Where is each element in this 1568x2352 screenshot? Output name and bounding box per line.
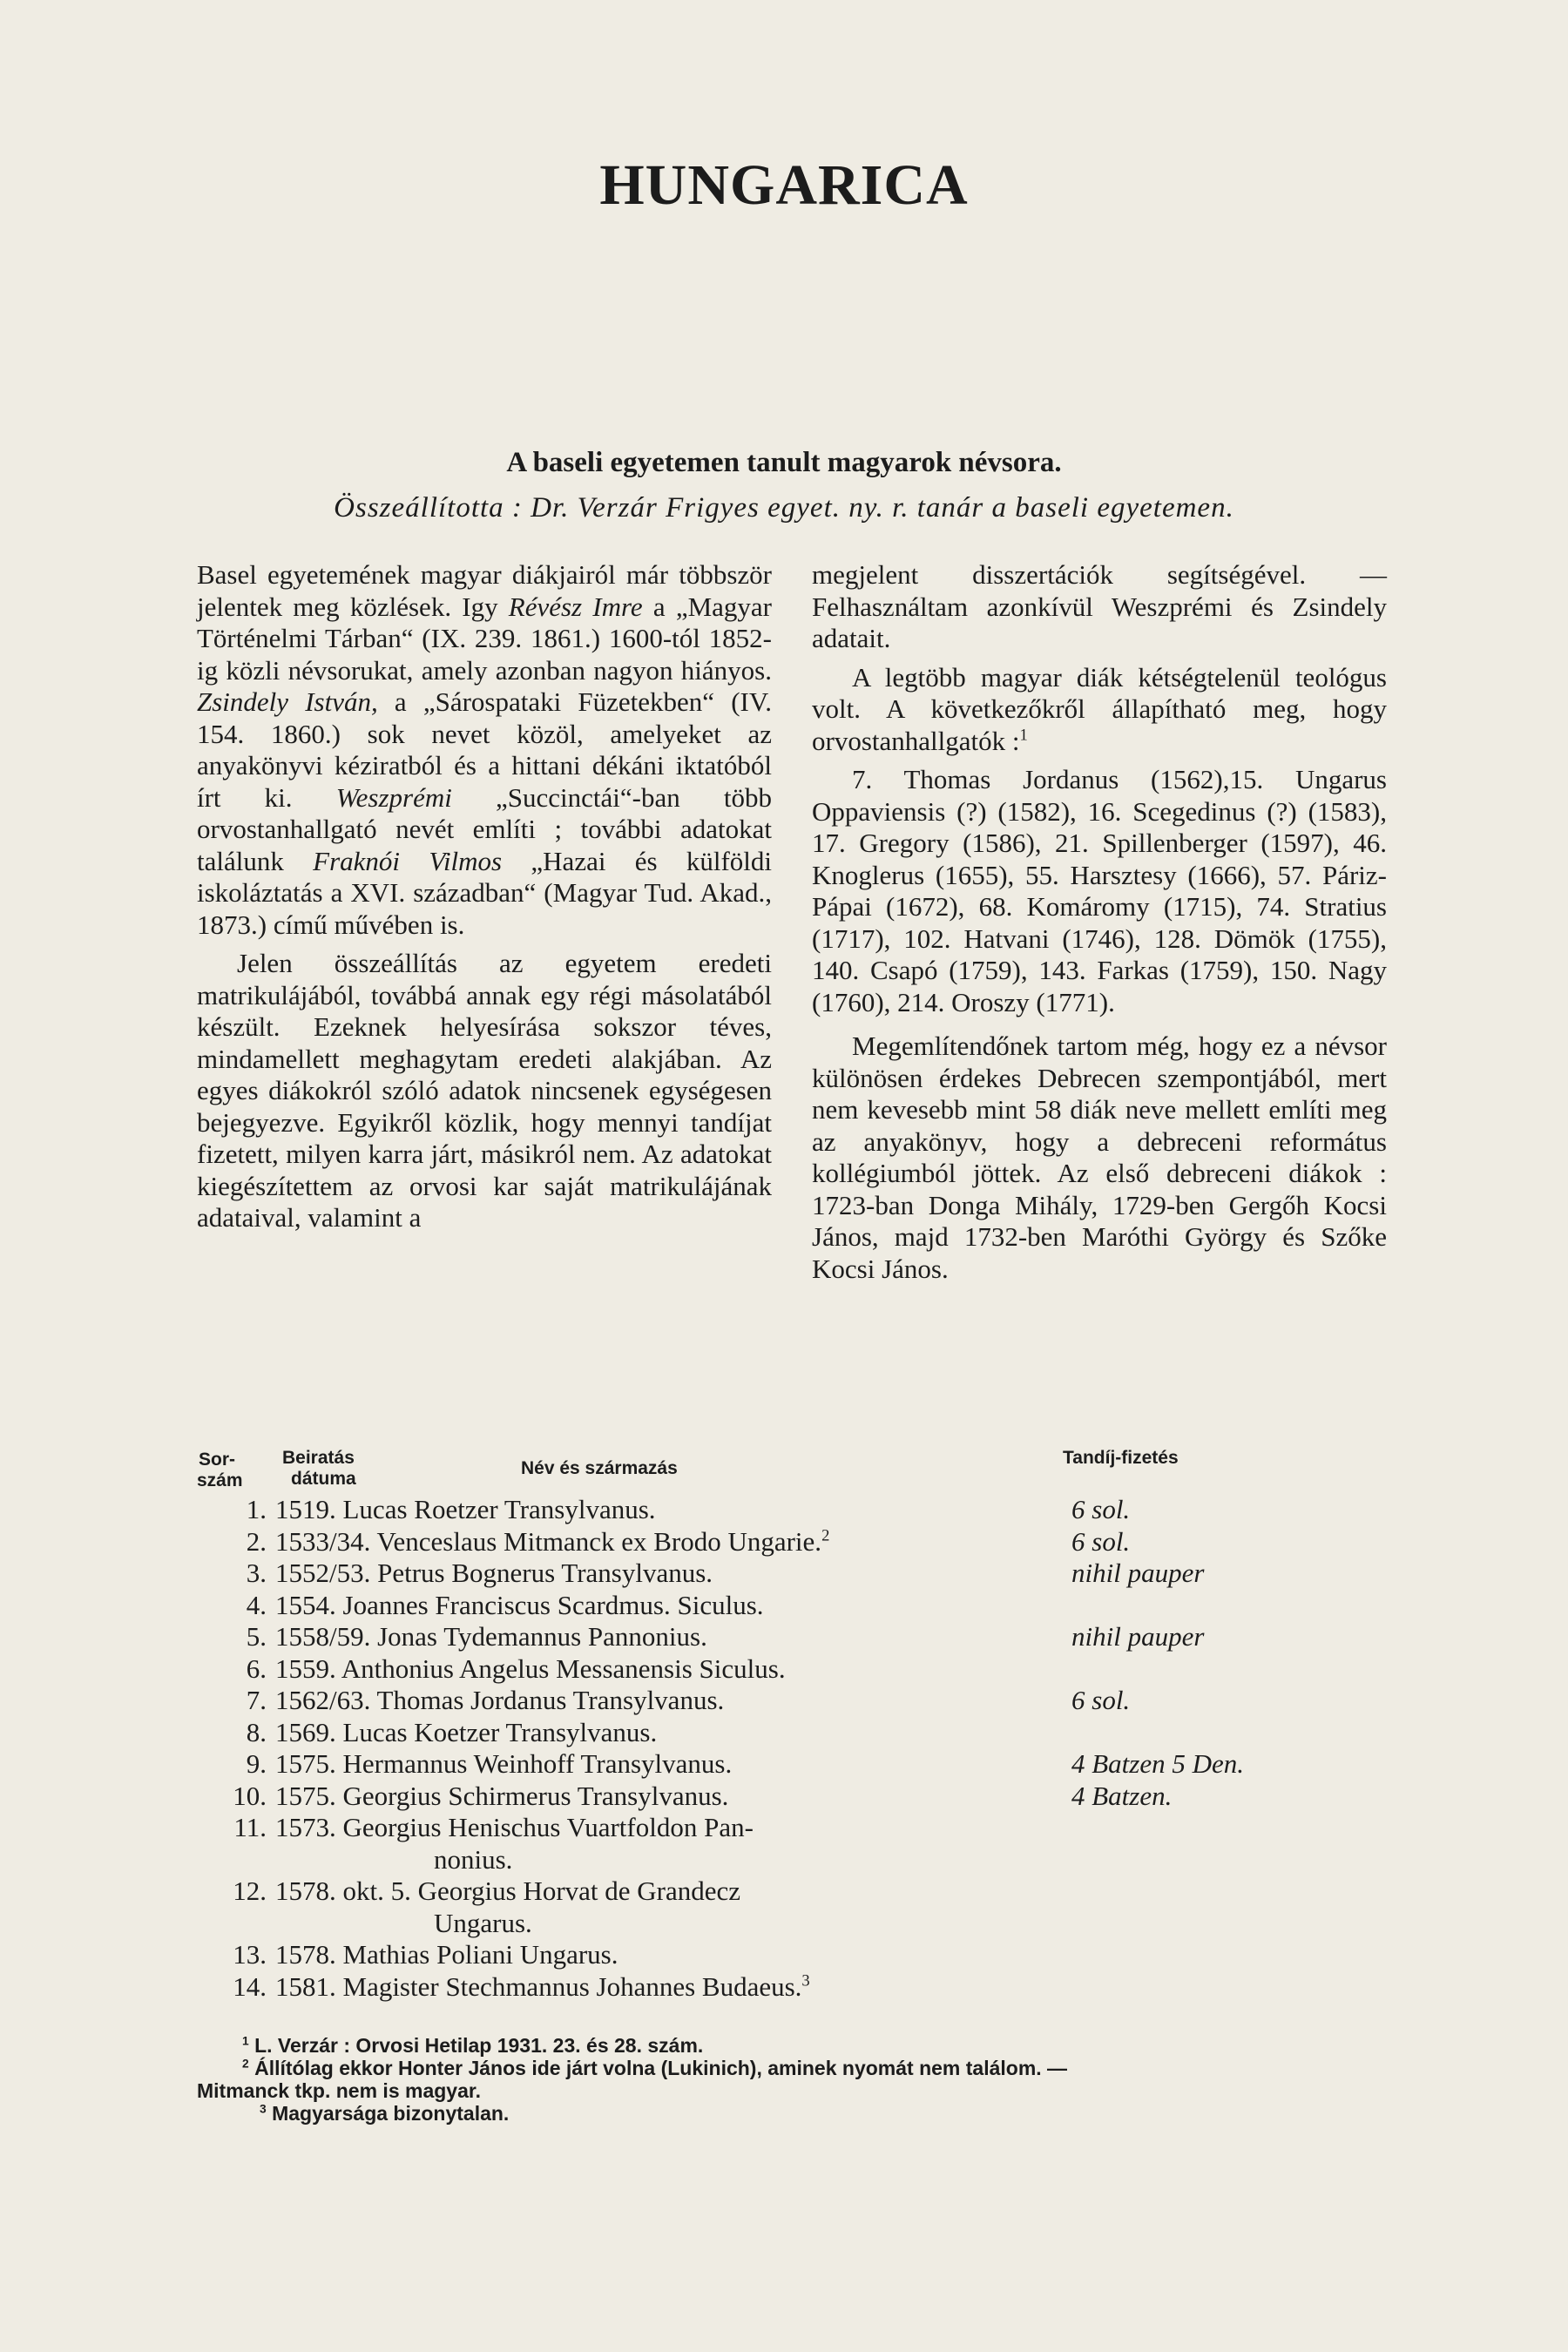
row-fee: 6 sol.	[1071, 1494, 1131, 1524]
row-entry: 1519. Lucas Roetzer Transylvanus.	[275, 1494, 656, 1524]
left-column	[197, 559, 772, 1234]
footnote-2-continued: Mitmanck tkp. nem is magyar.	[197, 2079, 481, 2102]
row-entry: 1559. Anthonius Angelus Messanensis Siculus.	[275, 1652, 786, 1684]
table-header	[197, 1446, 1416, 1498]
row-fee: 6 sol.	[1071, 1525, 1131, 1557]
row-entry: 1533/34. Venceslaus Mitmanck ex Brodo Ungarie.$^2$	[275, 1525, 830, 1557]
row-entry: 1575. Hermannus Weinhoff Transylvanus.	[275, 1748, 733, 1779]
table-row	[197, 1717, 1416, 1749]
header-date-2: dátuma	[291, 1469, 356, 1489]
row-entry: 1552/53. Petrus Bognerus Transylvanus.	[275, 1558, 713, 1588]
row-entry: 1554. Joannes Franciscus Scardmus. Siculus.	[275, 1589, 764, 1620]
table-row	[197, 1844, 1416, 1876]
row-number: 2.	[246, 1525, 267, 1557]
row-entry: 1569. Lucas Koetzer Transylvanus.	[275, 1716, 658, 1747]
table-row	[197, 1685, 1416, 1717]
table-row	[197, 1558, 1416, 1590]
row-number: 1.	[246, 1494, 267, 1524]
row-entry: 1575. Georgius Schirmerus Transylvanus.	[275, 1780, 729, 1811]
table-row	[197, 1494, 1416, 1526]
row-fee: 4 Batzen 5 Den.	[1071, 1748, 1245, 1779]
row-entry: 1558/59. Jonas Tydemannus Pannonius.	[275, 1621, 707, 1652]
row-number: 7.	[246, 1685, 267, 1715]
table-row	[197, 1908, 1416, 1940]
header-fee: Tandíj-fizetés	[1063, 1448, 1179, 1468]
row-number: 12.	[233, 1876, 267, 1906]
header-num-1: Sor-	[199, 1450, 235, 1470]
row-entry: nonius.	[434, 1843, 513, 1875]
footnote-3: $^3$ Magyarsága bizonytalan.	[260, 2102, 510, 2125]
right-paragraph-2: A legtöbb magyar diák kétségtelenül teológus volt. A következőkről állapítható meg, hogy orvostanhallgatók :$^1$	[812, 661, 1387, 756]
footnote-1: $^1$ L. Verzár : Orvosi Hetilap 1931. 23. és 28. szám.	[242, 2034, 704, 2057]
table-row	[197, 1590, 1416, 1622]
row-number: 14.	[233, 1970, 267, 2002]
table-row	[197, 1526, 1416, 1558]
row-number: 10.	[233, 1780, 267, 1811]
row-fee: nihil pauper	[1071, 1558, 1205, 1588]
row-entry: 1581. Magister Stechmannus Johannes Budaeus.$^3$	[275, 1970, 810, 2002]
table-row	[197, 1939, 1416, 1971]
right-paragraph-1: megjelent disszertációk segítségével. — Felhasználtam azonkívül Weszprémi és Zsindely adatait.	[812, 559, 1387, 653]
row-number: 3.	[246, 1558, 267, 1588]
table-row	[197, 1781, 1416, 1813]
row-fee: 6 sol.	[1071, 1685, 1131, 1715]
row-fee: 4 Batzen.	[1071, 1780, 1173, 1811]
table-row	[197, 1653, 1416, 1686]
row-entry: Ungarus.	[434, 1907, 532, 1938]
footnotes	[197, 2034, 1451, 2125]
header-date-1: Beiratás	[282, 1448, 355, 1468]
row-number: 4.	[246, 1589, 267, 1620]
header-num-2: szám	[197, 1470, 243, 1490]
row-number: 13.	[233, 1939, 267, 1970]
row-fee: nihil pauper	[1071, 1621, 1205, 1652]
footnote-2: $^2$ Állítólag ekkor Honter János ide járt volna (Lukinich), aminek nyomát nem találom. —	[242, 2057, 1068, 2079]
right-paragraph-4: Megemlítendőnek tartom még, hogy ez a névsor különösen érdekes Debrecen szempontjából, mert nem kevesebb mint 58 diák neve mellett említi meg az anyakönyv, hogy a debreceni református kollégiumból jöttek. Az első debreceni diákok : 1723-ban Donga Mihály, 1729-ben Gergőh Kocsi János, majd 1732-ben Maróthi György és Szőke Kocsi János.	[812, 1031, 1387, 1284]
page-title: HUNGARICA	[599, 153, 969, 217]
medical-students-list: 7. Thomas Jordanus (1562),15. Ungarus Oppaviensis (?) (1582), 16. Scegedinus (?) (1583), 17. Gregory (1586), 21. Spillenberger (1597), 46. Knoglerus (1655), 55. Harsztesy (1666), 57. Páriz-Pápai (1672), 68. Komáromy (1715), 74. Stratius (1717), 102. Hatvani (1746), 128. Dömök (1755), 140. Csapó (1759), 143. Farkas (1759), 150. Nagy (1760), 214. Oroszy (1771).	[812, 764, 1387, 1017]
header-name: Név és származás	[521, 1458, 678, 1478]
row-entry: 1573. Georgius Henischus Vuartfoldon Pan-	[275, 1812, 754, 1842]
row-entry: 1578. Mathias Poliani Ungarus.	[275, 1939, 618, 1970]
row-number: 9.	[246, 1748, 267, 1779]
row-number: 6.	[246, 1652, 267, 1684]
row-number: 5.	[246, 1621, 267, 1652]
row-entry: 1578. okt. 5. Georgius Horvat de Grandecz	[275, 1876, 741, 1906]
right-column	[812, 559, 1387, 1285]
table-row	[197, 1748, 1416, 1781]
row-number: 8.	[246, 1716, 267, 1747]
sources-paragraph: Jelen összeállítás az egyetem eredeti matrikulájából, továbbá annak egy régi másolatából készült. Ezeknek helyesírása sokszor téves, mindamellett meghagytam eredeti alakjában. Az egyes diákokról szóló adatok nincsenek egységesen bejegyezve. Egyikről közlik, hogy mennyi tandíjat fizetett, milyen karra járt, másikról nem. Az adatokat kiegészítettem az orvosi kar saját matrikulájának adataival, valamint a	[197, 948, 772, 1233]
row-entry: 1562/63. Thomas Jordanus Transylvanus.	[275, 1685, 725, 1715]
table-row	[197, 1971, 1416, 2004]
table-row	[197, 1621, 1416, 1653]
row-number: 11.	[233, 1812, 267, 1842]
table-row	[197, 1876, 1416, 1908]
intro-paragraph: Basel egyetemének magyar diákjairól már többször jelentek meg közlések. Igy Révész Imre a „Magyar Történelmi Tárban“ (IX. 239. 1861.) 1600-tól 1852-ig közli névsorukat, amely azonban nagyon hiányos. Zsindely István, a „Sárospataki Füzetekben“ (IV. 154. 1860.) sok nevet közöl, amelyeket az anyakönyvi kéziratból és a hittani dékáni iktatóból írt ki. Weszprémi „Succinctái“-ban több orvostanhallgató nevét említi ; további adatokat találunk Fraknói Vilmos „Hazai és külföldi iskoláztatás a XVI. században“ (Magyar Tud. Akad., 1873.) című művében is.	[197, 559, 773, 940]
article-byline: Összeállította : Dr. Verzár Frigyes egyet. ny. r. tanár a baseli egyetemen.	[334, 492, 1234, 524]
table-row	[197, 1812, 1416, 1844]
student-table	[197, 1494, 1416, 2003]
article-title: A baseli egyetemen tanult magyarok névsora.	[506, 447, 1062, 478]
